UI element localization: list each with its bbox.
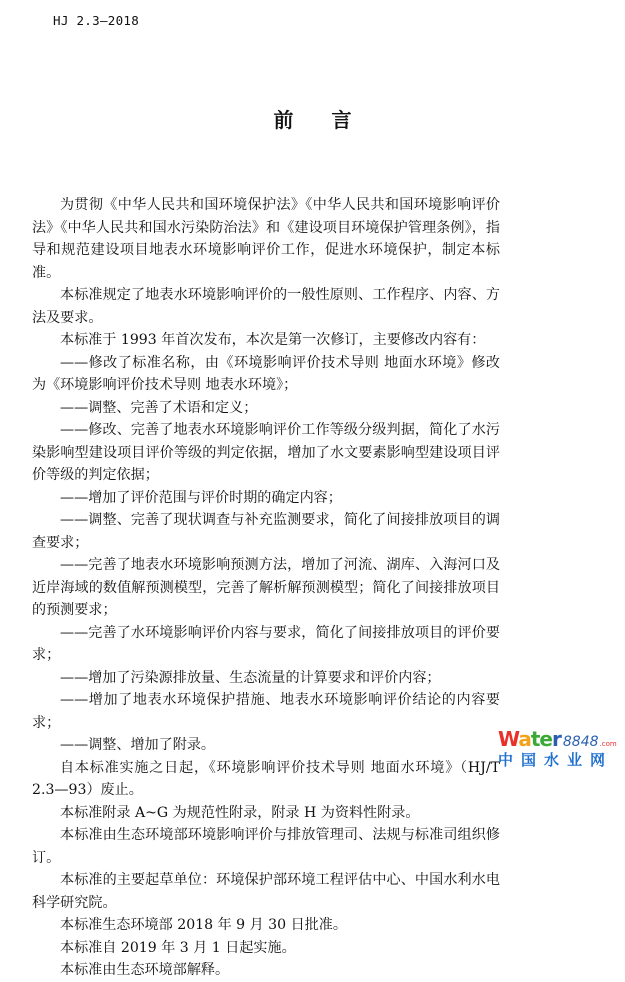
paragraph: ——调整、完善了术语和定义；: [60, 399, 258, 416]
watermark-logo-water: Water: [498, 727, 561, 751]
paragraph: 自本标准实施之日起，《环境影响评价技术导则 地面水环境》（HJ/T 2.3—93）废止。: [32, 759, 500, 798]
paragraph: ——增加了地表水环境保护措施、地表水环境影响评价结论的内容要求；: [32, 692, 500, 731]
watermark-logo-brand: [498, 728, 617, 750]
paragraph: ——修改了标准名称，由《环境影响评价技术导则 地面水环境》修改为《环境影响评价技术导则 地表水环境》；: [32, 354, 500, 393]
watermark-logo: [498, 728, 623, 770]
watermark-logo-com: .com: [599, 740, 617, 748]
paragraph: 本标准由生态环境部环境影响评价与排放管理司、法规与标准司组织修订。: [32, 827, 500, 866]
paragraph: ——调整、完善了现状调查与补充监测要求，简化了间接排放项目的调查要求；: [32, 512, 500, 551]
paragraph: 本标准生态环境部 2018 年 9 月 30 日批准。: [60, 917, 347, 933]
watermark-logo-cn: 中国水业网: [498, 751, 614, 769]
paragraph: ——完善了水环境影响评价内容与要求，简化了间接排放项目的评价要求；: [32, 624, 500, 663]
paragraph: 为贯彻《中华人民共和国环境保护法》《中华人民共和国环境影响评价法》《中华人民共和国水污染防治法》和《建设项目环境保护管理条例》，指导和规范建设项目地表水环境影响评价工作，促进水环境保护，制定本标准。: [32, 197, 500, 281]
paragraph: 本标准规定了地表水环境影响评价的一般性原则、工作程序、内容、方法及要求。: [32, 287, 500, 326]
paragraph: 本标准自 2019 年 3 月 1 日起实施。: [60, 939, 296, 956]
paragraph: 本标准的主要起草单位：环境保护部环境工程评估中心、中国水利水电科学研究院。: [32, 872, 500, 911]
paragraph: ——修改、完善了地表水环境影响评价工作等级分级判据，简化了水污染影响型建设项目评价等级的判定依据，增加了水文要素影响型建设项目评价等级的判定依据；: [32, 422, 500, 483]
watermark-logo-number: 8848: [562, 734, 599, 750]
paragraph: ——增加了评价范围与评价时期的确定内容；: [60, 489, 342, 506]
document-body: [32, 194, 500, 982]
paragraph: ——完善了地表水环境影响预测方法，增加了河流、湖库、入海河口及近岸海域的数值解预测模型，完善了解析解预测模型；简化了间接排放项目的预测要求；: [32, 557, 500, 618]
paragraph: ——增加了污染源排放量、生态流量的计算要求和评价内容；: [60, 669, 441, 686]
standard-code-header: HJ 2.3—2018: [53, 13, 140, 28]
page-title: 前言: [273, 108, 390, 132]
paragraph: 本标准于 1993 年首次发布，本次是第一次修订，主要修改内容有：: [60, 332, 486, 348]
paragraph: 本标准附录 A~G 为规范性附录，附录 H 为资料性附录。: [60, 804, 420, 821]
paragraph: ——调整、增加了附录。: [60, 737, 216, 753]
paragraph: 本标准由生态环境部解释。: [60, 962, 230, 978]
